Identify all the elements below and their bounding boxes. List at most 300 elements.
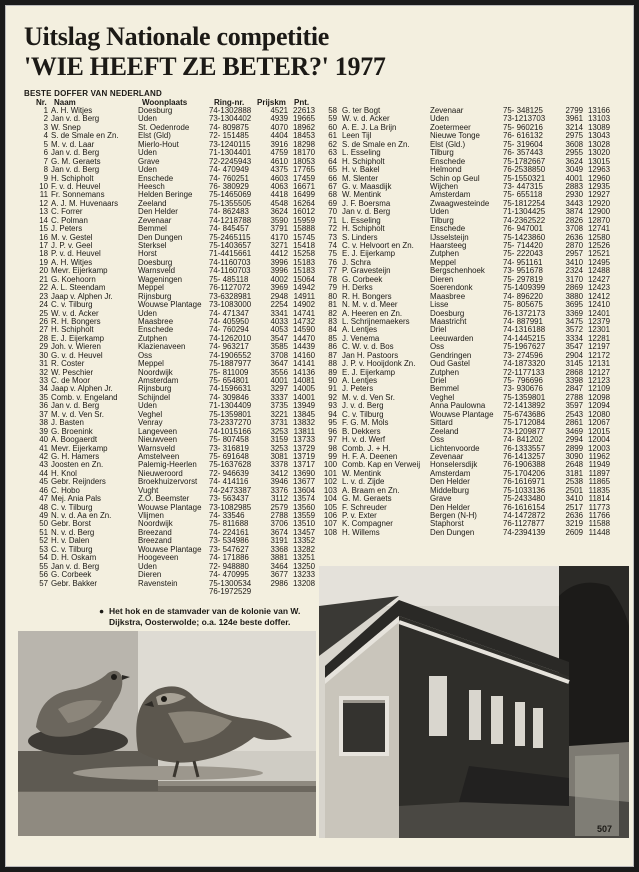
col2-prijskm-cell: 2899 xyxy=(565,444,583,453)
col1-naam-cell: M. v. Gestel xyxy=(51,233,93,242)
col1-nr-cell: 35 xyxy=(39,393,48,402)
col2-nr-cell: 76 xyxy=(328,258,337,267)
col1-nr-cell: 24 xyxy=(39,301,48,310)
col1-prijskm-cell: 3708 xyxy=(270,351,288,360)
col1-ringnr-cell: 75- 807458 xyxy=(209,436,249,445)
col1-prijskm-cell: 3297 xyxy=(270,385,288,394)
col2-pnt-cell: 13015 xyxy=(588,157,610,166)
col2-ringnr-cell: 75-1782667 xyxy=(503,157,546,166)
col2-woonplaats-cell: Driel xyxy=(430,377,447,385)
col2-nr-cell: 78 xyxy=(328,275,337,284)
col1-woonplaats-cell: Uden xyxy=(138,149,157,158)
col1-pnt-cell: 19665 xyxy=(293,115,315,124)
col1-ringnr-cell: 73-1304402 xyxy=(209,115,252,124)
col1-naam-cell: H. Knol xyxy=(51,469,77,478)
col2-ringnr-cell: 75- 796696 xyxy=(503,377,543,385)
col2-pnt-column xyxy=(584,107,610,537)
col1-ringnr-cell: 74-1302888 xyxy=(209,107,252,115)
col2-pnt-cell: 13020 xyxy=(588,149,610,158)
col1-woonplaats-cell: Vught xyxy=(138,486,159,495)
col1-prijskm-cell: 2948 xyxy=(270,292,288,301)
col2-naam-cell: H. Derks xyxy=(342,284,373,293)
col1-naam-cell: N. v. d. Aa en Zn. xyxy=(51,512,112,520)
header-prijskm: Prijskm xyxy=(257,98,286,107)
col2-prijskm-cell: 3398 xyxy=(565,377,583,385)
col1-ringnr-cell: 74- 224161 xyxy=(209,528,249,537)
col1-prijskm-cell: 4404 xyxy=(270,132,288,141)
col1-pnt-cell: 13729 xyxy=(293,444,315,453)
col2-ringnr-cell: 74-1445215 xyxy=(503,334,546,343)
col2-woonplaats-cell: Middelburg xyxy=(430,486,470,495)
col1-nr-cell: 42 xyxy=(39,452,48,461)
col1-ringnr-cell: 74-1596631 xyxy=(209,385,252,394)
col1-naam-cell: R. Coster xyxy=(51,360,85,369)
col1-ringnr-cell: 74- 33546 xyxy=(209,512,245,520)
col1-prijskm-cell: 3271 xyxy=(270,242,288,250)
col1-naam-cell: Jan v. d. Berg xyxy=(51,166,100,175)
col2-prijskm-cell: 3410 xyxy=(565,495,583,504)
col2-pnt-cell: 12080 xyxy=(588,410,610,419)
col2-naam-cell: F. Schreuder xyxy=(342,503,387,512)
col1-woonplaats-cell: Doesburg xyxy=(138,107,173,115)
col1-pnt-cell: 14005 xyxy=(293,385,315,394)
col2-pnt-cell: 12197 xyxy=(588,343,610,352)
col1-naam-cell: Gebr. Borst xyxy=(51,520,91,529)
col1-naam-cell: W. Snep xyxy=(51,123,81,132)
col1-nr-cell: 44 xyxy=(39,469,48,478)
col2-woonplaats-cell: Dieren xyxy=(430,275,454,284)
header-ringnr: Ring-nr. xyxy=(214,98,245,107)
col2-naam-cell: G. ter Bogt xyxy=(342,107,381,115)
col2-nr-cell: 84 xyxy=(328,326,337,335)
col1-ringnr-cell: 74-1262010 xyxy=(209,334,252,343)
col2-prijskm-cell: 3874 xyxy=(565,208,583,217)
col2-pnt-cell: 12003 xyxy=(588,444,610,453)
col1-naam-cell: Joosten en Zn. xyxy=(51,461,104,470)
col2-ringnr-cell: 75- 960216 xyxy=(503,123,543,132)
col1-ringnr-cell: 74- 414116 xyxy=(209,478,249,487)
col1-naam-cell: Jan v. d. Berg xyxy=(51,562,100,571)
col1-ringnr-cell: 75- 811688 xyxy=(209,520,249,529)
col2-ringnr-cell: 73- 447315 xyxy=(503,182,543,191)
section-subheading: BESTE DOFFER VAN NEDERLAND xyxy=(24,89,162,98)
col1-nr-cell: 34 xyxy=(39,385,48,394)
col1-woonplaats-cell: Klazienaveen xyxy=(138,343,186,352)
col2-prijskm-column xyxy=(559,107,583,537)
photo-caption-text: Het hok en de stamvader van de kolonie van W. Dijkstra, Oosterwolde; o.a. 124e beste doffer. xyxy=(109,606,301,627)
col2-prijskm-cell: 2994 xyxy=(565,436,583,445)
col1-nr-cell: 33 xyxy=(39,377,48,385)
col1-ringnr-cell: 74- 862483 xyxy=(209,208,249,217)
col1-woonplaats-cell: Elst (Gld) xyxy=(138,132,171,141)
col1-nr-cell: 57 xyxy=(39,579,48,588)
col1-naam-cell: S. de Smale en Zn. xyxy=(51,132,119,141)
col1-prijskm-cell: 3916 xyxy=(270,140,288,149)
col1-pnt-cell: 13690 xyxy=(293,469,315,478)
col1-naam-cell: A. Boogaerdt xyxy=(51,436,98,445)
col2-nr-cell: 82 xyxy=(328,309,337,318)
col1-woonplaats-cell: Wageningen xyxy=(138,275,183,284)
col2-naam-cell: A. Heeren en Zn. xyxy=(342,309,403,318)
col2-nr-cell: 65 xyxy=(328,166,337,175)
col2-woonplaats-cell: Zoetermeer xyxy=(430,123,471,132)
col2-woonplaats-cell: Oud Gastel xyxy=(430,360,470,369)
col2-pnt-cell: 12870 xyxy=(588,216,610,225)
col1-woonplaats-cell: Oss xyxy=(138,351,153,360)
col2-nr-cell: 67 xyxy=(328,182,337,191)
col1-ringnr-column xyxy=(209,107,261,596)
col2-ringnr-cell: 75-2433480 xyxy=(503,495,546,504)
col1-pnt-cell: 15888 xyxy=(293,225,315,234)
col2-naam-cell: J. Schra xyxy=(342,258,371,267)
col1-prijskm-cell: 4603 xyxy=(270,174,288,183)
col2-prijskm-cell: 3170 xyxy=(565,275,583,284)
col1-naam-cell: Jan v. d. Berg xyxy=(51,149,100,158)
col1-nr-cell: 4 xyxy=(43,132,48,141)
col1-naam-cell: G. Corbeek xyxy=(51,571,92,580)
col2-woonplaats-cell: Elst (Gld.) xyxy=(430,140,466,149)
col1-ringnr-cell: 73- 547627 xyxy=(209,545,249,554)
col2-ringnr-cell: 75- 297819 xyxy=(503,275,543,284)
col1-naam-cell: W. Peschier xyxy=(51,368,94,377)
col2-naam-cell: Jan v. d. Berg xyxy=(342,208,391,217)
col1-prijskm-cell: 3191 xyxy=(270,537,288,546)
col2-pnt-cell: 12015 xyxy=(588,427,610,436)
col2-woonplaats-cell: Enschede xyxy=(430,225,466,234)
col2-nr-cell: 101 xyxy=(323,469,337,478)
col2-prijskm-cell: 2799 xyxy=(565,107,583,115)
col2-pnt-cell: 13028 xyxy=(588,140,610,149)
col1-pnt-cell: 17459 xyxy=(293,174,315,183)
col1-naam-cell: Joh. v. Wieren xyxy=(51,343,101,352)
col1-prijskm-cell: 3996 xyxy=(270,267,288,276)
col1-pnt-cell: 22613 xyxy=(293,107,315,115)
col2-naam-cell: H. Schipholt xyxy=(342,157,385,166)
col1-prijskm-cell: 3337 xyxy=(270,393,288,402)
col1-nr-cell: 53 xyxy=(39,545,48,554)
col2-ringnr-cell: 74-2362522 xyxy=(503,216,546,225)
col1-naam-cell: A. J. M. Huvenaars xyxy=(51,199,119,208)
col1-ringnr-cell: 75-1300534 xyxy=(209,579,252,588)
col1-woonplaats-cell: St. Oedenrode xyxy=(138,123,190,132)
col2-woonplaats-cell: Enschede xyxy=(430,157,466,166)
col1-prijskm-cell: 4170 xyxy=(270,233,288,242)
pigeon-loft-photo xyxy=(319,566,629,838)
col1-woonplaats-cell: Zutphen xyxy=(138,334,167,343)
col2-prijskm-cell: 2975 xyxy=(565,132,583,141)
col2-nr-cell: 97 xyxy=(328,436,337,445)
col1-woonplaats-cell: Broekhuizervorst xyxy=(138,478,198,487)
col1-prijskm-cell: 3590 xyxy=(270,216,288,225)
col1-nr-cell: 2 xyxy=(43,115,48,124)
col2-woonplaats-column xyxy=(430,107,504,537)
col1-prijskm-cell: 4001 xyxy=(270,377,288,385)
col1-prijskm-cell: 3253 xyxy=(270,444,288,453)
header-pnt: Pnt. xyxy=(294,98,310,107)
col1-ringnr-cell: 71-1304401 xyxy=(209,149,252,158)
col1-pnt-column xyxy=(289,107,315,588)
col2-ringnr-cell: 76- 357443 xyxy=(503,149,543,158)
col1-naam-cell: H. Schipholt xyxy=(51,326,94,335)
col2-naam-cell: R. H. Bongers xyxy=(342,292,392,301)
col1-naam-cell: Mej. Ania Pals xyxy=(51,495,101,504)
col1-pnt-cell: 13559 xyxy=(293,512,315,520)
col2-prijskm-cell: 4001 xyxy=(565,174,583,183)
col2-naam-cell: H. F. A. Deenen xyxy=(342,452,398,461)
col1-pnt-cell: 16671 xyxy=(293,182,315,191)
col1-woonplaats-cell: Uden xyxy=(138,562,157,571)
col1-prijskm-cell: 3556 xyxy=(270,368,288,377)
col2-nr-cell: 85 xyxy=(328,334,337,343)
col1-nr-cell: 43 xyxy=(39,461,48,470)
col1-prijskm-cell: 3969 xyxy=(270,284,288,293)
col1-nr-cell: 54 xyxy=(39,554,48,563)
col2-naam-cell: P. v. Exter xyxy=(342,512,377,520)
col2-pnt-cell: 12741 xyxy=(588,225,610,234)
col2-ringnr-cell: 74-2394139 xyxy=(503,528,546,537)
col1-nr-cell: 56 xyxy=(39,571,48,580)
col2-nr-cell: 108 xyxy=(323,528,337,537)
col2-nr-cell: 105 xyxy=(323,503,337,512)
col2-naam-cell: L. Schrijnemaekers xyxy=(342,317,410,326)
col1-pnt-cell: 13845 xyxy=(293,410,315,419)
col1-nr-cell: 48 xyxy=(39,503,48,512)
page-title-line2: 'WIE HEEFT ZE BETER?' 1977 xyxy=(24,52,386,81)
col1-naam-cell: M. v. d. Ven Sr. xyxy=(51,410,104,419)
col2-naam-cell: W. v. d. Acker xyxy=(342,115,390,124)
col2-woonplaats-cell: Nieuwe Tonge xyxy=(430,132,480,141)
col2-naam-cell: G. M. Geraets xyxy=(342,495,392,504)
col2-pnt-cell: 11949 xyxy=(588,461,610,470)
col1-ringnr-cell: 73- 316819 xyxy=(209,444,249,453)
col1-pnt-cell: 15064 xyxy=(293,275,315,284)
col2-pnt-cell: 12488 xyxy=(588,267,610,276)
col2-naam-cell: Leen Tijl xyxy=(342,132,372,141)
col1-naam-cell: C. Forrer xyxy=(51,208,83,217)
col1-prijskm-cell: 4939 xyxy=(270,115,288,124)
col1-nr-cell: 39 xyxy=(39,427,48,436)
col1-pnt-cell: 14001 xyxy=(293,393,315,402)
col1-nr-cell: 15 xyxy=(39,225,48,234)
col1-prijskm-cell: 3221 xyxy=(270,410,288,419)
col2-prijskm-cell: 3708 xyxy=(565,225,583,234)
col1-woonplaats-cell: Noordwijk xyxy=(138,520,173,529)
col2-prijskm-cell: 3219 xyxy=(565,520,583,529)
col1-woonplaats-column xyxy=(138,107,210,588)
col2-nr-cell: 81 xyxy=(328,301,337,310)
col2-nr-cell: 77 xyxy=(328,267,337,276)
col2-prijskm-cell: 3624 xyxy=(565,157,583,166)
col2-nr-cell: 95 xyxy=(328,419,337,428)
col1-pnt-cell: 13250 xyxy=(293,562,315,571)
col1-woonplaats-cell: Vlijmen xyxy=(138,512,164,520)
col2-prijskm-cell: 2648 xyxy=(565,461,583,470)
col2-woonplaats-cell: Bergschenhoek xyxy=(430,267,485,276)
col1-woonplaats-cell: Enschede xyxy=(138,174,174,183)
col1-woonplaats-cell: Warnsveld xyxy=(138,267,175,276)
col2-ringnr-cell: 73-1209877 xyxy=(503,427,546,436)
col2-pnt-cell: 12526 xyxy=(588,242,610,250)
col2-pnt-cell: 12900 xyxy=(588,208,610,217)
col1-naam-cell: C. v. Tilburg xyxy=(51,545,93,554)
col2-pnt-cell: 11773 xyxy=(588,503,610,512)
col2-ringnr-cell: 75-6743686 xyxy=(503,410,546,419)
col1-ringnr-cell: 72-2245943 xyxy=(209,157,252,166)
col2-naam-cell: W. Mentink xyxy=(342,191,382,200)
col2-ringnr-cell: 73- 951678 xyxy=(503,267,543,276)
col2-nr-cell: 61 xyxy=(328,132,337,141)
col1-prijskm-cell: 3674 xyxy=(270,528,288,537)
col2-ringnr-cell: 73-1213703 xyxy=(503,115,546,124)
col1-woonplaats-cell: Nieuweroord xyxy=(138,469,183,478)
col1-ringnr-cell: 72- 151485 xyxy=(209,132,249,141)
col1-naam-cell: J. Peters xyxy=(51,225,83,234)
col2-pnt-cell: 12098 xyxy=(588,393,610,402)
col1-nr-cell: 5 xyxy=(43,140,48,149)
magazine-page xyxy=(6,6,633,866)
col1-ringnr-cell: 74- 845457 xyxy=(209,225,249,234)
col1-nr-cell: 32 xyxy=(39,368,48,377)
col2-ringnr-cell: 74-1472872 xyxy=(503,512,546,520)
col1-prijskm-cell: 3735 xyxy=(270,402,288,411)
col2-prijskm-cell: 3695 xyxy=(565,301,583,310)
col2-ringnr-cell: 75-1409399 xyxy=(503,284,546,293)
col2-pnt-cell: 12935 xyxy=(588,182,610,191)
col2-ringnr-cell: 75- 348125 xyxy=(503,107,543,115)
col2-pnt-cell: 12521 xyxy=(588,250,610,259)
col2-ringnr-cell: 73- 930676 xyxy=(503,385,543,394)
col2-ringnr-cell: 75-1359801 xyxy=(503,393,546,402)
col2-woonplaats-cell: IJsselsteijn xyxy=(430,233,469,242)
col1-ringnr-cell: 74- 471347 xyxy=(209,309,249,318)
col2-ringnr-cell: 75- 319604 xyxy=(503,140,543,149)
col1-nr-column xyxy=(26,107,48,588)
col2-pnt-cell: 13089 xyxy=(588,123,610,132)
col1-pnt-cell: 13719 xyxy=(293,452,315,461)
col1-nr-cell: 41 xyxy=(39,444,48,453)
col1-naam-cell: H. v. Dalen xyxy=(51,537,90,546)
col2-naam-cell: S. de Smale en Zn. xyxy=(342,140,410,149)
col2-prijskm-cell: 3469 xyxy=(565,427,583,436)
col1-nr-cell: 16 xyxy=(39,233,48,242)
col1-pnt-cell: 13208 xyxy=(293,579,315,588)
col2-pnt-cell: 12301 xyxy=(588,326,610,335)
col2-pnt-cell: 12127 xyxy=(588,368,610,377)
col2-woonplaats-cell: Den Dungen xyxy=(430,528,475,537)
col2-prijskm-cell: 3049 xyxy=(565,166,583,175)
col1-pnt-cell: 13560 xyxy=(293,503,315,512)
col2-naam-cell: E. J. Eijerkamp xyxy=(342,250,396,259)
col2-nr-cell: 58 xyxy=(328,107,337,115)
col1-prijskm-cell: 3647 xyxy=(270,360,288,369)
col1-ringnr-cell: 74- 760251 xyxy=(209,174,249,183)
col1-woonplaats-cell: Horst xyxy=(138,250,157,259)
col1-pnt-cell: 18962 xyxy=(293,123,315,132)
col1-ringnr-cell: 74- 470949 xyxy=(209,166,249,175)
col2-prijskm-cell: 3334 xyxy=(565,334,583,343)
col2-naam-cell: Jan H. Pastoors xyxy=(342,351,399,360)
col2-pnt-cell: 11814 xyxy=(588,495,610,504)
col1-woonplaats-cell: Veghel xyxy=(138,410,163,419)
col2-nr-cell: 92 xyxy=(328,393,337,402)
col2-woonplaats-cell: Zeeland xyxy=(430,427,459,436)
col1-naam-cell: J. P. v. Geel xyxy=(51,242,93,250)
col2-ringnr-cell: 75-1550321 xyxy=(503,174,546,183)
col2-pnt-cell: 12172 xyxy=(588,351,610,360)
col2-pnt-cell: 11766 xyxy=(588,512,610,520)
col2-ringnr-cell: 76- 947001 xyxy=(503,225,543,234)
col1-ringnr-cell: 74- 470995 xyxy=(209,571,249,580)
col2-pnt-cell: 11588 xyxy=(588,520,610,529)
col1-woonplaats-cell: Noordwijk xyxy=(138,368,173,377)
col2-naam-cell: Comb. J. + H. xyxy=(342,444,391,453)
col1-ringnr-cell: 74-1160703 xyxy=(209,267,251,276)
col1-prijskm-column xyxy=(262,107,288,588)
col2-ringnr-cell: 74- 896220 xyxy=(503,292,543,301)
col2-woonplaats-cell: Tilburg xyxy=(430,216,454,225)
col2-nr-cell: 93 xyxy=(328,402,337,411)
col2-ringnr-cell: 76-1127877 xyxy=(503,520,545,529)
col2-prijskm-cell: 3608 xyxy=(565,140,583,149)
col1-nr-cell: 25 xyxy=(39,309,48,318)
col1-prijskm-cell: 3946 xyxy=(270,478,288,487)
col1-naam-cell: M. v. d. Laar xyxy=(51,140,95,149)
col2-nr-cell: 68 xyxy=(328,191,337,200)
col1-ringnr-cell: 75- 654801 xyxy=(209,377,249,385)
col2-pnt-cell: 12281 xyxy=(588,334,610,343)
col1-ringnr-cell: 73-1240115 xyxy=(209,140,251,149)
col1-naam-cell: A. H. Witjes xyxy=(51,107,93,115)
col2-ringnr-cell: 75-1812254 xyxy=(503,199,546,208)
col2-naam-cell: L. Esseling xyxy=(342,149,381,158)
col2-ringnr-cell: 74- 951161 xyxy=(503,258,543,267)
col2-prijskm-cell: 2847 xyxy=(565,385,583,394)
col2-prijskm-cell: 3090 xyxy=(565,452,583,461)
col2-ringnr-cell: 75-1704206 xyxy=(503,469,546,478)
col1-woonplaats-cell: Venray xyxy=(138,419,163,428)
col1-nr-cell: 7 xyxy=(43,157,48,166)
col1-woonplaats-cell: Den Dungen xyxy=(138,233,183,242)
col2-ringnr-cell: 76-1616971 xyxy=(503,478,546,487)
col1-nr-cell: 3 xyxy=(43,123,48,132)
col1-nr-cell: 27 xyxy=(39,326,48,335)
col1-pnt-cell: 17765 xyxy=(293,166,315,175)
page-number: 507 xyxy=(597,824,613,834)
col1-pnt-cell: 15959 xyxy=(293,216,315,225)
col2-woonplaats-cell: Zevenaar xyxy=(430,452,464,461)
col1-prijskm-cell: 3624 xyxy=(270,208,288,217)
col1-pnt-cell: 15183 xyxy=(293,267,315,276)
col1-pnt-cell: 13457 xyxy=(293,528,315,537)
col1-woonplaats-cell: Grave xyxy=(138,157,160,166)
col1-ringnr-cell: 75- 485118 xyxy=(209,275,249,284)
col2-prijskm-cell: 3214 xyxy=(565,123,583,132)
col1-woonplaats-cell: Z.O. Beemster xyxy=(138,495,190,504)
col1-prijskm-cell: 4610 xyxy=(270,157,288,166)
col1-woonplaats-cell: Amstelveen xyxy=(138,452,180,461)
col2-nr-cell: 106 xyxy=(323,512,337,520)
col1-woonplaats-cell: Ravenstein xyxy=(138,579,178,588)
col2-nr-cell: 88 xyxy=(328,360,337,369)
col1-prijskm-cell: 4418 xyxy=(270,191,288,200)
col2-prijskm-cell: 2930 xyxy=(565,191,583,200)
col2-naam-cell: C. W. v. d. Bos xyxy=(342,343,394,352)
col1-woonplaats-cell: Uden xyxy=(138,309,157,318)
col2-nr-cell: 98 xyxy=(328,444,337,453)
col1-pnt-cell: 13510 xyxy=(293,520,315,529)
col2-nr-cell: 91 xyxy=(328,385,337,394)
col1-woonplaats-cell: Zeeland xyxy=(138,199,167,208)
